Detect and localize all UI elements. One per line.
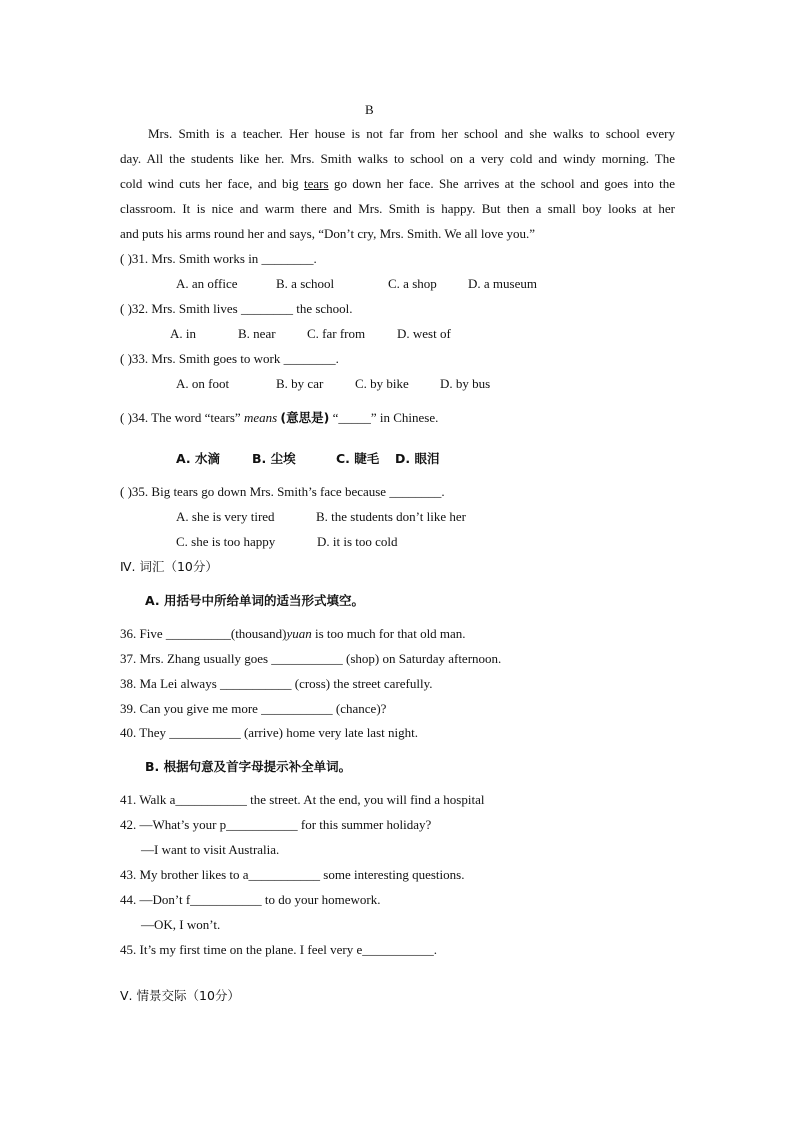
q32-option-a: A. in [170,326,196,341]
question-42: 42. —What’s your p___________ for this summer holiday? [120,817,432,832]
passage-line-2: day. All the students like her. Mrs. Smith walks to school on a very cold and windy morning. The [120,151,675,166]
q34-means: means [243,410,278,425]
question-34 [120,409,438,427]
question-37: 37. Mrs. Zhang usually goes ___________ (shop) on Saturday afternoon. [120,651,502,666]
passage-line-5: and puts his arms round her and says, “Don’t cry, Mrs. Smith. We all love you.” [120,226,536,241]
q34-option-d: D. 眼泪 [395,451,440,466]
question-44: 44. —Don’t f___________ to do your homework. [120,892,381,907]
question-44-reply: —OK, I won’t. [141,917,221,932]
q33-option-a: A. on foot [176,376,230,391]
question-35: ( )35. Big tears go down Mrs. Smith’s face because ________. [120,484,445,499]
question-43: 43. My brother likes to a___________ some interesting questions. [120,867,465,882]
q36-yuan: yuan [286,626,312,641]
q33-option-d: D. by bus [440,376,491,391]
question-40: 40. They ___________ (arrive) home very late last night. [120,725,418,740]
q31-option-d: D. a museum [468,276,537,291]
q35-option-b: B. the students don’t like her [316,509,466,524]
question-36 [120,625,466,643]
passage-line-3-pre: cold wind cuts her face, and big [120,176,299,191]
question-32: ( )32. Mrs. Smith lives ________ the school. [120,301,353,316]
q33-option-c: C. by bike [355,376,409,391]
q35-option-d: D. it is too cold [317,534,398,549]
question-38: 38. Ma Lei always ___________ (cross) the street carefully. [120,676,433,691]
q31-option-c: C. a shop [388,276,437,291]
q36-post: is too much for that old man. [315,626,466,641]
q34-pre: ( )34. The word “tears” [120,410,241,425]
passage-line-3 [120,175,675,193]
underlined-word-tears: tears [304,176,329,191]
q36-pre: 36. Five __________(thousand) [120,626,287,641]
passage-line-3-post: go down her face. She arrives at the school and goes into the [333,176,675,191]
q35-option-c: C. she is too happy [176,534,276,549]
q32-option-c: C. far from [307,326,366,341]
q34-option-b: B. 尘埃 [252,451,296,466]
section-4-title: Ⅳ. 词汇（10分） [120,559,218,574]
q34-cn-note: (意思是) [280,410,330,425]
section-5-title: Ⅴ. 情景交际（10分） [120,988,240,1003]
passage-line-4: classroom. It is nice and warm there and Mrs. Smith is happy. But then a small boy looks at her [120,201,675,216]
passage-heading: B [365,102,374,117]
q31-option-a: A. an office [176,276,238,291]
q33-option-b: B. by car [276,376,324,391]
q34-option-a: A. 水滴 [176,451,221,466]
q32-option-d: D. west of [397,326,451,341]
q31-option-b: B. a school [276,276,335,291]
part-b-title: B. 根据句意及首字母提示补全单词。 [145,759,352,774]
question-31: ( )31. Mrs. Smith works in ________. [120,251,317,266]
question-45: 45. It’s my first time on the plane. I feel very e___________. [120,942,437,957]
q35-option-a: A. she is very tired [176,509,275,524]
question-42-reply: —I want to visit Australia. [141,842,280,857]
question-39: 39. Can you give me more ___________ (chance)? [120,701,387,716]
q34-option-c: C. 睫毛 [336,451,380,466]
question-33: ( )33. Mrs. Smith goes to work ________. [120,351,339,366]
question-41: 41. Walk a___________ the street. At the end, you will find a hospital [120,792,485,807]
q32-option-b: B. near [238,326,276,341]
part-a-title: A. 用括号中所给单词的适当形式填空。 [145,593,365,608]
q34-post: “_____” in Chinese. [332,410,439,425]
passage-line-1: Mrs. Smith is a teacher. Her house is not far from her school and she walks to school every [148,126,675,141]
